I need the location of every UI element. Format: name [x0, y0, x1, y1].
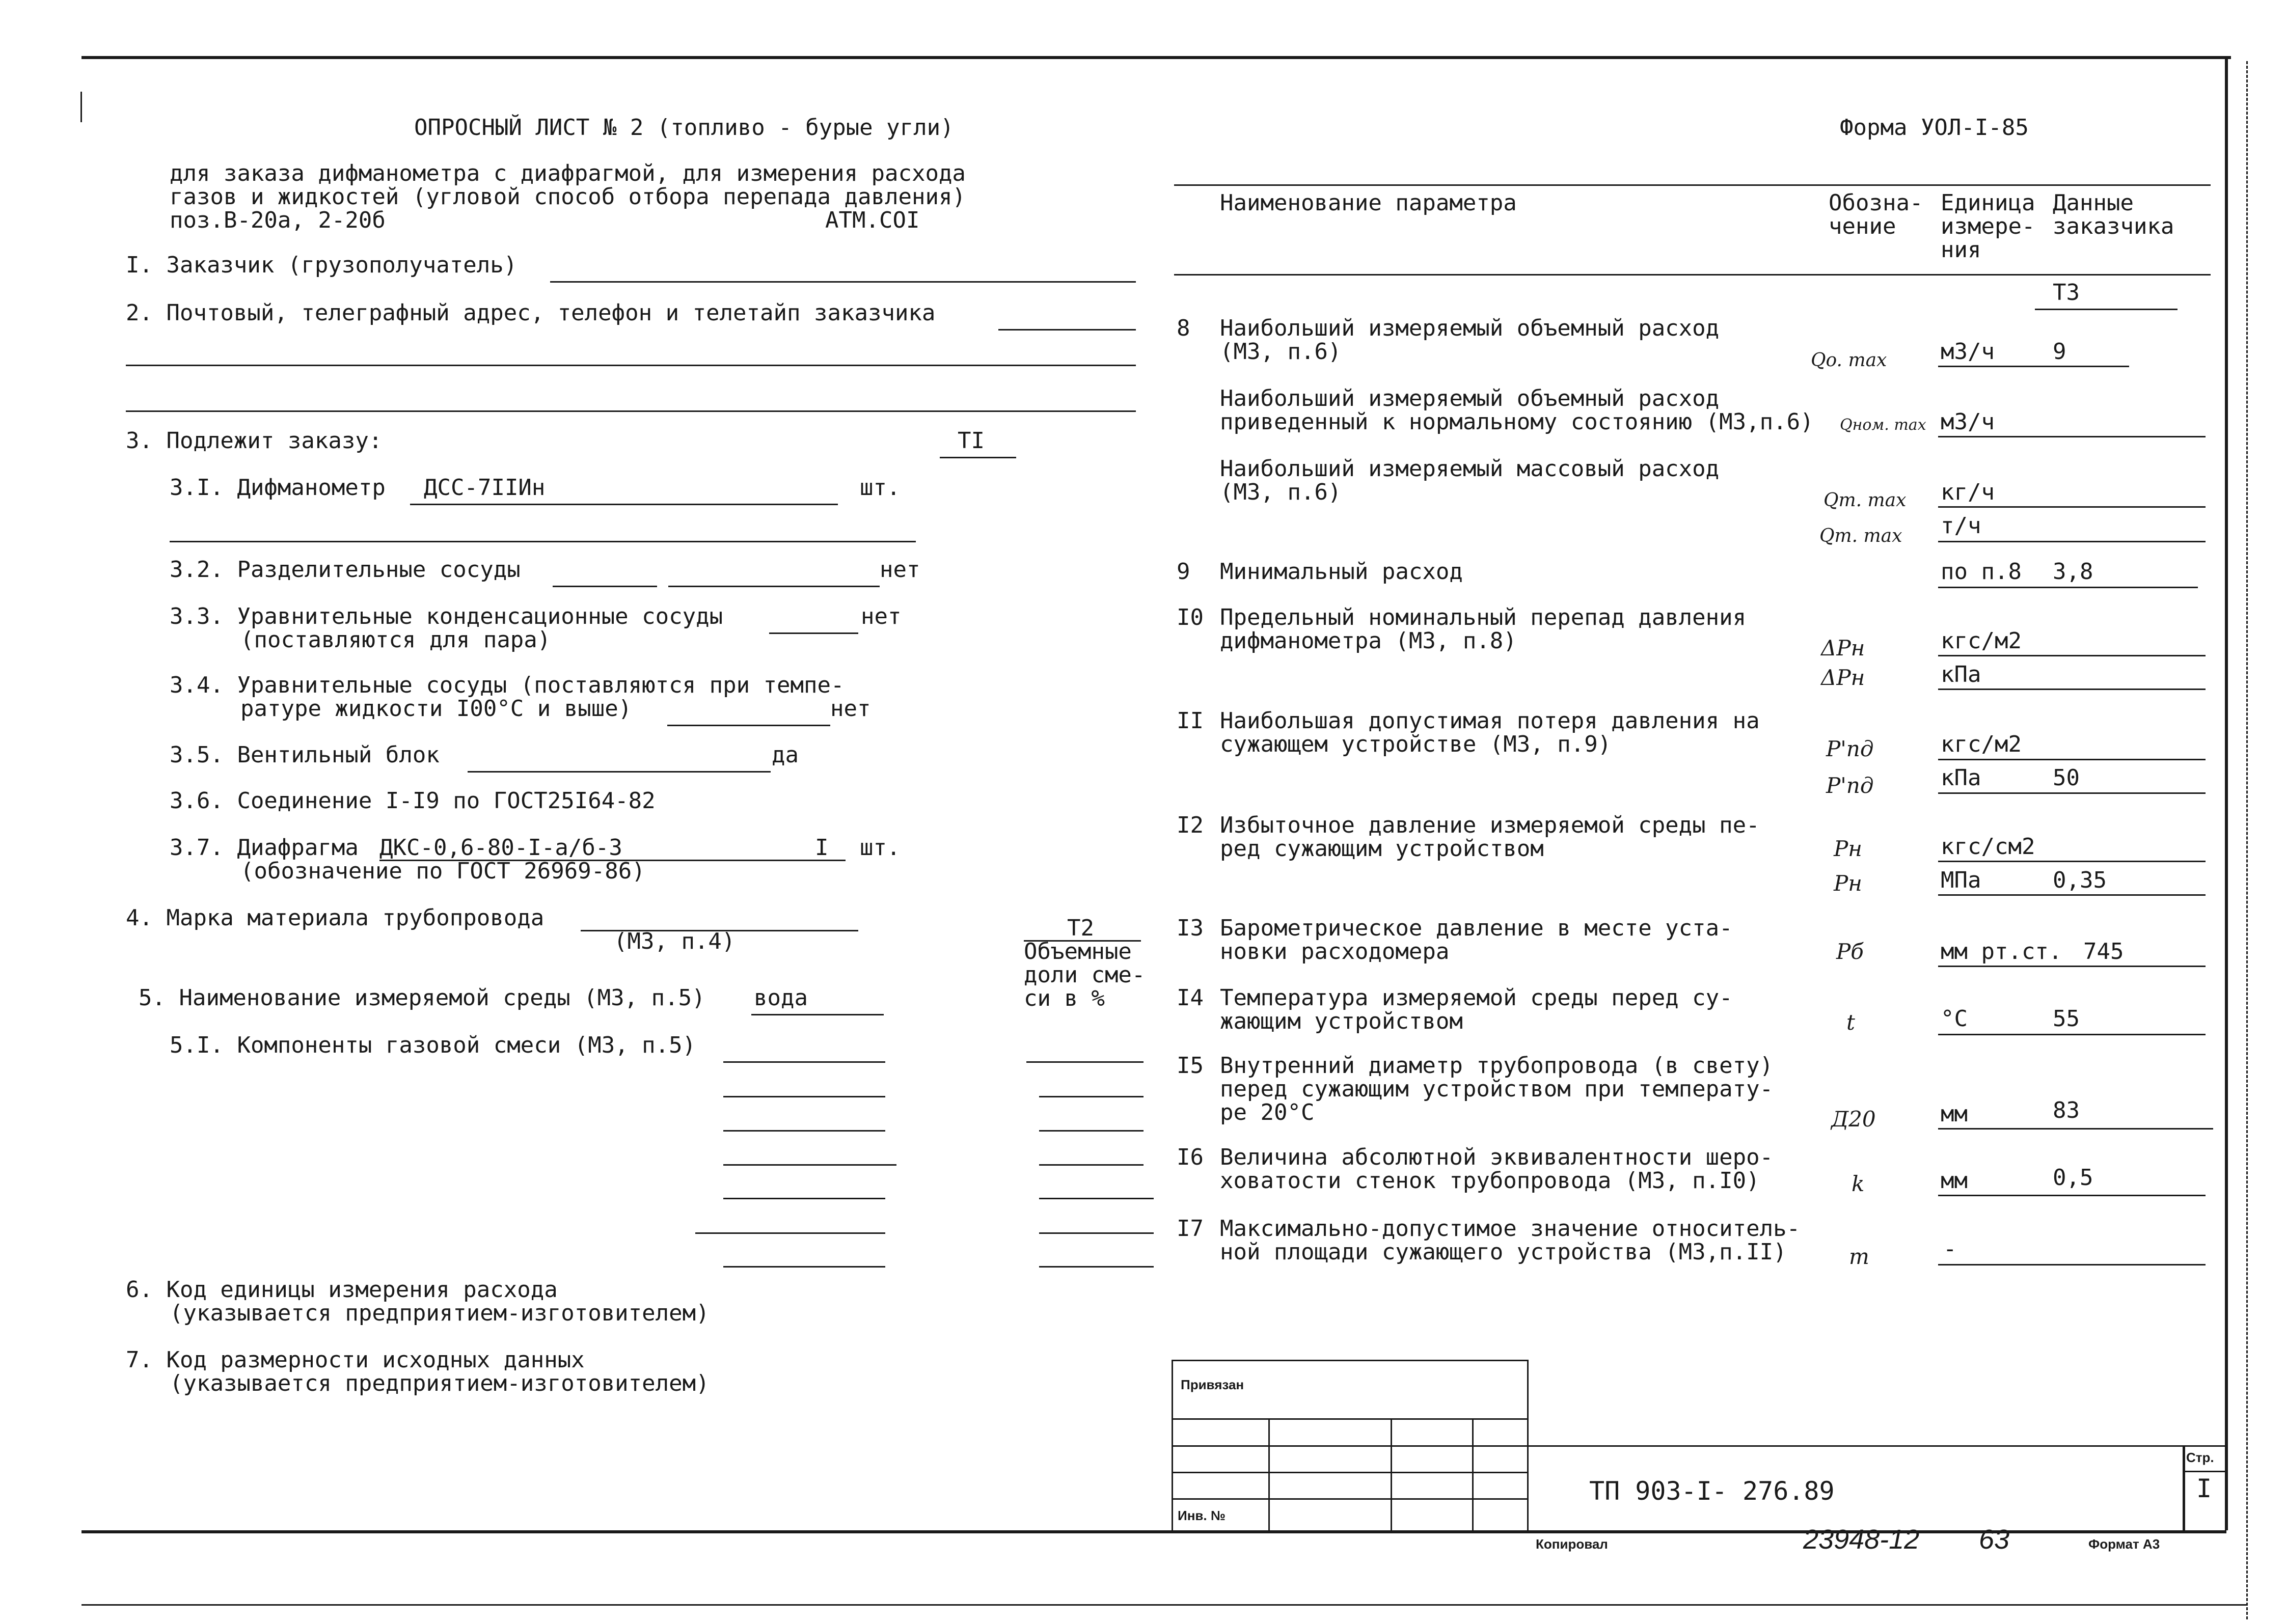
row-14-value: 55 — [2053, 1006, 2080, 1032]
row-8-value: 9 — [2053, 339, 2066, 365]
item-3-7-unit: шт. — [860, 835, 901, 861]
item-3-order: 3. Подлежит заказу: — [126, 428, 383, 454]
percent-fill-4 — [1039, 1164, 1144, 1166]
percent-fill-2 — [1039, 1096, 1144, 1097]
row-12-unit: кгс/см2 — [1941, 834, 2035, 860]
row-16-name-2: ховатости стенок трубопровода (МЗ, п.I0) — [1220, 1168, 1760, 1194]
row-8d-unit: т/ч — [1941, 513, 1981, 539]
row-10-unit: кгс/м2 — [1941, 628, 2022, 654]
row-17-unit: - — [1943, 1236, 1957, 1262]
row-15-value: 83 — [2053, 1097, 2080, 1123]
item-5-1-fill-7 — [723, 1266, 885, 1268]
stamp-page-num: I — [2196, 1474, 2212, 1503]
row-10b-unit: кПа — [1941, 662, 1981, 687]
item-3-4-label-1: 3.4. Уравнительные сосуды (поставляются при темпе- — [170, 672, 845, 698]
item-5-1-label: 5.I. Компоненты газовой смеси (МЗ, п.5) — [170, 1032, 696, 1058]
position-ref: поз.В-20а, 2-20б — [170, 207, 386, 233]
item-7-line-1: 7. Код размерности исходных данных — [126, 1347, 585, 1373]
col-header-unit-2: измере- — [1941, 213, 2035, 239]
col-header-symbol-1: Обозна- — [1829, 190, 1923, 216]
row-8c-name-1: Наибольший измеряемый массовый расход — [1220, 456, 1720, 482]
t2-note-1: Объемные — [1024, 939, 1132, 965]
row-8-symbol: Qo. max — [1811, 350, 1887, 371]
item-3-1-fill-line-2 — [170, 541, 916, 542]
row-11-name-2: сужающем устройстве (МЗ, п.9) — [1220, 731, 1612, 757]
item-6-line-2: (указывается предприятием-изготовителем) — [170, 1300, 710, 1326]
stamp-doc-code: ТП 903-I- 276.89 — [1589, 1476, 1835, 1506]
atm-code: АТМ.СОI — [825, 207, 920, 233]
row-16-fill — [1938, 1195, 2206, 1196]
col-header-unit-1: Единица — [1941, 190, 2035, 216]
row-17-name-2: ной площади сужающего устройства (МЗ,п.II) — [1220, 1239, 1787, 1265]
row-15-name-1: Внутренний диаметр трубопровода (в свету) — [1220, 1053, 1774, 1079]
row-12b-symbol: Pн — [1834, 871, 1862, 896]
row-15-name-2: перед сужающим устройством при температу- — [1220, 1076, 1774, 1102]
row-12-name-2: ред сужающим устройством — [1220, 836, 1544, 862]
cut-line — [81, 1604, 2246, 1606]
row-15-name-3: ре 20°С — [1220, 1099, 1315, 1125]
item-3-3-fill — [769, 632, 858, 634]
item-3-2-fill-b — [668, 586, 880, 587]
row-11-fill — [1938, 759, 2206, 760]
row-9-value: 3,8 — [2053, 559, 2093, 585]
item-3-3-value: нет — [861, 603, 902, 629]
row-8b-unit: м3/ч — [1941, 409, 1995, 435]
row-8-num: 8 — [1177, 315, 1190, 341]
row-14-symbol: t — [1846, 1010, 1855, 1035]
row-13-name-2: новки расходомера — [1220, 939, 1450, 965]
t1-marker: TI — [958, 428, 985, 454]
item-4-label: 4. Марка материала трубопровода — [126, 905, 545, 931]
purpose-line-2: газов и жидкостей (угловой способ отбора перепада давления) — [170, 184, 966, 210]
right-cut-line — [2246, 61, 2248, 1619]
stamp-line-2 — [1172, 1445, 2226, 1447]
row-8c-fill — [1938, 506, 2206, 508]
row-11b-value: 50 — [2053, 765, 2080, 791]
row-12b-unit: МПа — [1941, 867, 1981, 893]
row-8c-name-2: (МЗ, п.6) — [1220, 479, 1342, 505]
col-header-unit-3: ния — [1941, 237, 1981, 263]
item-3-5-fill — [468, 771, 771, 773]
row-10-num: I0 — [1177, 604, 1204, 630]
row-11-num: II — [1177, 708, 1204, 734]
row-10b-symbol: ΔPн — [1821, 665, 1865, 690]
row-13-value: 745 — [2083, 939, 2124, 965]
row-15-num: I5 — [1177, 1053, 1204, 1079]
row-10-symbol: ΔPн — [1821, 636, 1865, 660]
stamp-page-vline — [2183, 1445, 2185, 1530]
stamp-privyazan-label: Привязан — [1181, 1377, 1244, 1392]
row-12-num: I2 — [1177, 812, 1204, 838]
stamp-vline-1 — [1268, 1418, 1270, 1530]
item-3-3-label: 3.3. Уравнительные конденсационные сосуды — [170, 603, 723, 629]
item-3-1-unit: шт. — [860, 475, 901, 501]
row-13-fill — [1938, 966, 2206, 967]
row-8b-name-1: Наибольший измеряемый объемный расход — [1220, 386, 1720, 411]
row-8-name-2: (МЗ, п.6) — [1220, 339, 1342, 365]
row-17-name-1: Максимально-допустимое значение относитель- — [1220, 1216, 1801, 1242]
item-3-7-note: (обозначение по ГОСТ 26969-86) — [240, 858, 645, 884]
row-16-num: I6 — [1177, 1144, 1204, 1170]
row-10-name-2: дифманометра (МЗ, п.8) — [1220, 628, 1517, 654]
row-17-symbol: m — [1849, 1244, 1869, 1269]
stamp-number: 23948-12 — [1803, 1524, 1920, 1555]
stamp-vline-2 — [1391, 1418, 1392, 1530]
row-9-name: Минимальный расход — [1220, 559, 1463, 585]
item-7-line-2: (указывается предприятием-изготовителем) — [170, 1370, 710, 1396]
left-margin-mark — [80, 92, 82, 122]
item-3-1-label: 3.I. Дифманометр — [170, 475, 386, 501]
item-3-4-fill — [667, 725, 830, 726]
t2-marker: Т2 — [1067, 915, 1094, 941]
row-12-symbol: Pн — [1834, 836, 1862, 861]
row-13-name-1: Барометрическое давление в месте уста- — [1220, 915, 1733, 941]
item-2-address: 2. Почтовый, телеграфный адрес, телефон и телетайп заказчика — [126, 300, 936, 326]
row-8d-symbol: Qm. max — [1819, 526, 1902, 546]
row-17-num: I7 — [1177, 1216, 1204, 1242]
row-15-symbol: Д20 — [1831, 1107, 1876, 1132]
item-2-fill-line-2 — [126, 365, 1136, 366]
row-8-name-1: Наибольший измеряемый объемный расход — [1220, 315, 1720, 341]
item-5-value: вода — [754, 985, 808, 1011]
t3-underline — [2035, 309, 2178, 310]
item-5-1-fill-6 — [695, 1232, 885, 1234]
item-3-1-value: ДСС-7IIИн — [424, 475, 546, 501]
item-3-5-label: 3.5. Вентильный блок — [170, 742, 440, 768]
t1-underline — [940, 457, 1016, 458]
row-12b-value: 0,35 — [2053, 867, 2107, 893]
row-14-num: I4 — [1177, 985, 1204, 1011]
right-border — [2225, 56, 2228, 1530]
row-11-unit: кгс/м2 — [1941, 731, 2022, 757]
item-3-5-value: да — [772, 742, 799, 768]
item-5-1-fill-2 — [723, 1096, 885, 1097]
percent-fill-6 — [1039, 1232, 1154, 1234]
stamp-copied-label: Копировал — [1536, 1536, 1608, 1552]
row-14-unit: °С — [1941, 1006, 1968, 1032]
t2-note-2: доли сме- — [1024, 962, 1146, 988]
row-14-fill — [1938, 1034, 2206, 1035]
stamp-line-4 — [1172, 1498, 1527, 1500]
row-16-value: 0,5 — [2053, 1165, 2093, 1191]
item-5-1-fill-4 — [723, 1164, 896, 1166]
row-16-name-1: Величина абсолютной эквивалентности шеро- — [1220, 1144, 1774, 1170]
row-9-unit: по п.8 — [1941, 559, 2022, 585]
percent-fill-7 — [1039, 1266, 1154, 1268]
row-11b-symbol: P'пд — [1826, 773, 1874, 798]
row-8c-unit: кг/ч — [1941, 479, 1995, 505]
row-14-name-1: Температура измеряемой среды перед су- — [1220, 985, 1733, 1011]
item-5-fill — [751, 1014, 884, 1015]
row-8b-symbol: Qном. max — [1840, 416, 1926, 434]
row-9-fill — [1938, 587, 2198, 588]
item-3-1-fill-line — [410, 504, 838, 505]
stamp-line-1 — [1172, 1418, 1527, 1420]
stamp-inv-label: Инв. № — [1178, 1508, 1226, 1523]
item-5-1-fill-1 — [723, 1061, 885, 1063]
item-3-4-value: нет — [830, 696, 871, 722]
row-11b-unit: кПа — [1941, 765, 1981, 791]
item-4-note: (МЗ, п.4) — [614, 928, 736, 954]
item-1-fill-line — [550, 281, 1136, 283]
item-6-line-1: 6. Код единицы измерения расхода — [126, 1277, 558, 1303]
row-13-unit: мм рт.ст. — [1941, 939, 2062, 965]
item-5-label: 5. Наименование измеряемой среды (МЗ, п.5) — [139, 985, 705, 1011]
row-9-num: 9 — [1177, 559, 1190, 585]
row-12b-fill — [1938, 894, 2206, 896]
row-11b-fill — [1938, 792, 2206, 794]
row-12-name-1: Избыточное давление измеряемой среды пе- — [1220, 812, 1760, 838]
stamp-page-label: Стр. — [2186, 1450, 2214, 1465]
item-3-3-note: (поставляются для пара) — [240, 627, 551, 653]
row-8b-fill — [1938, 436, 2206, 437]
row-8d-fill — [1938, 541, 2206, 542]
row-8-fill — [1938, 366, 2129, 367]
row-11-symbol: P'пд — [1826, 736, 1874, 761]
col-header-data-1: Данные — [2053, 190, 2134, 216]
row-15-unit: мм — [1941, 1101, 1968, 1127]
top-border — [81, 56, 2231, 59]
item-5-1-fill-3 — [723, 1130, 885, 1132]
col-header-data-2: заказчика — [2053, 213, 2174, 239]
row-17-fill — [1938, 1264, 2206, 1265]
stamp-vline-3 — [1472, 1418, 1474, 1530]
purpose-line-1: для заказа дифманометра с диафрагмой, для измерения расхода — [170, 160, 966, 186]
item-3-2-label: 3.2. Разделительные сосуды — [170, 557, 521, 583]
document-title: ОПРОСНЫЙ ЛИСТ № 2 (топливо - бурые угли) — [414, 115, 954, 141]
row-8c-symbol: Qm. max — [1824, 490, 1907, 511]
row-8b-name-2: приведенный к нормальному состоянию (МЗ,п.6) — [1220, 409, 1814, 435]
item-5-1-fill-5 — [723, 1198, 885, 1199]
t3-marker: Т3 — [2053, 280, 2080, 306]
row-16-unit: мм — [1941, 1168, 1968, 1194]
col-header-symbol-2: чение — [1829, 213, 1896, 239]
item-3-6: 3.6. Соединение I-I9 по ГОСТ25I64-82 — [170, 788, 656, 814]
row-13-num: I3 — [1177, 915, 1204, 941]
row-14-name-2: жающим устройством — [1220, 1008, 1463, 1034]
row-8-unit: м3/ч — [1941, 339, 1995, 365]
percent-fill-1 — [1026, 1061, 1144, 1063]
item-3-7-label: 3.7. Диафрагма — [170, 835, 359, 861]
row-10b-fill — [1938, 689, 2206, 690]
item-3-7-value: ДКС-0,6-80-I-а/б-3 — [379, 835, 622, 861]
stamp-sheet: 63 — [1979, 1524, 2010, 1555]
item-3-2-value: нет — [880, 557, 920, 583]
item-2-fill-line-3 — [126, 410, 1136, 412]
item-3-2-fill-a — [553, 586, 657, 587]
item-3-7-qty: I — [815, 835, 829, 861]
t2-note-3: си в % — [1024, 985, 1105, 1011]
row-10-name-1: Предельный номинальный перепад давления — [1220, 604, 1747, 630]
row-13-symbol: Pб — [1836, 939, 1864, 964]
item-3-4-label-2: ратуре жидкости I00°С и выше) — [240, 696, 632, 722]
percent-fill-5 — [1039, 1198, 1154, 1199]
percent-fill-3 — [1039, 1130, 1144, 1132]
form-code: Форма УОЛ-I-85 — [1840, 115, 2029, 141]
stamp-line-3 — [1172, 1472, 1527, 1473]
row-15-fill — [1938, 1128, 2213, 1130]
col-header-name: Наименование параметра — [1220, 190, 1517, 216]
table-top-line — [1174, 184, 2211, 186]
item-2-fill-line — [998, 329, 1136, 331]
item-1-customer: I. Заказчик (грузополучатель) — [126, 252, 518, 278]
stamp-page-line — [2183, 1471, 2226, 1472]
row-12-fill — [1938, 861, 2206, 862]
stamp-format-label: Формат А3 — [2088, 1536, 2160, 1552]
row-10-fill — [1938, 655, 2206, 656]
row-16-symbol: k — [1852, 1171, 1865, 1196]
row-11-name-1: Наибольшая допустимая потеря давления на — [1220, 708, 1760, 734]
table-header-line — [1174, 274, 2211, 276]
